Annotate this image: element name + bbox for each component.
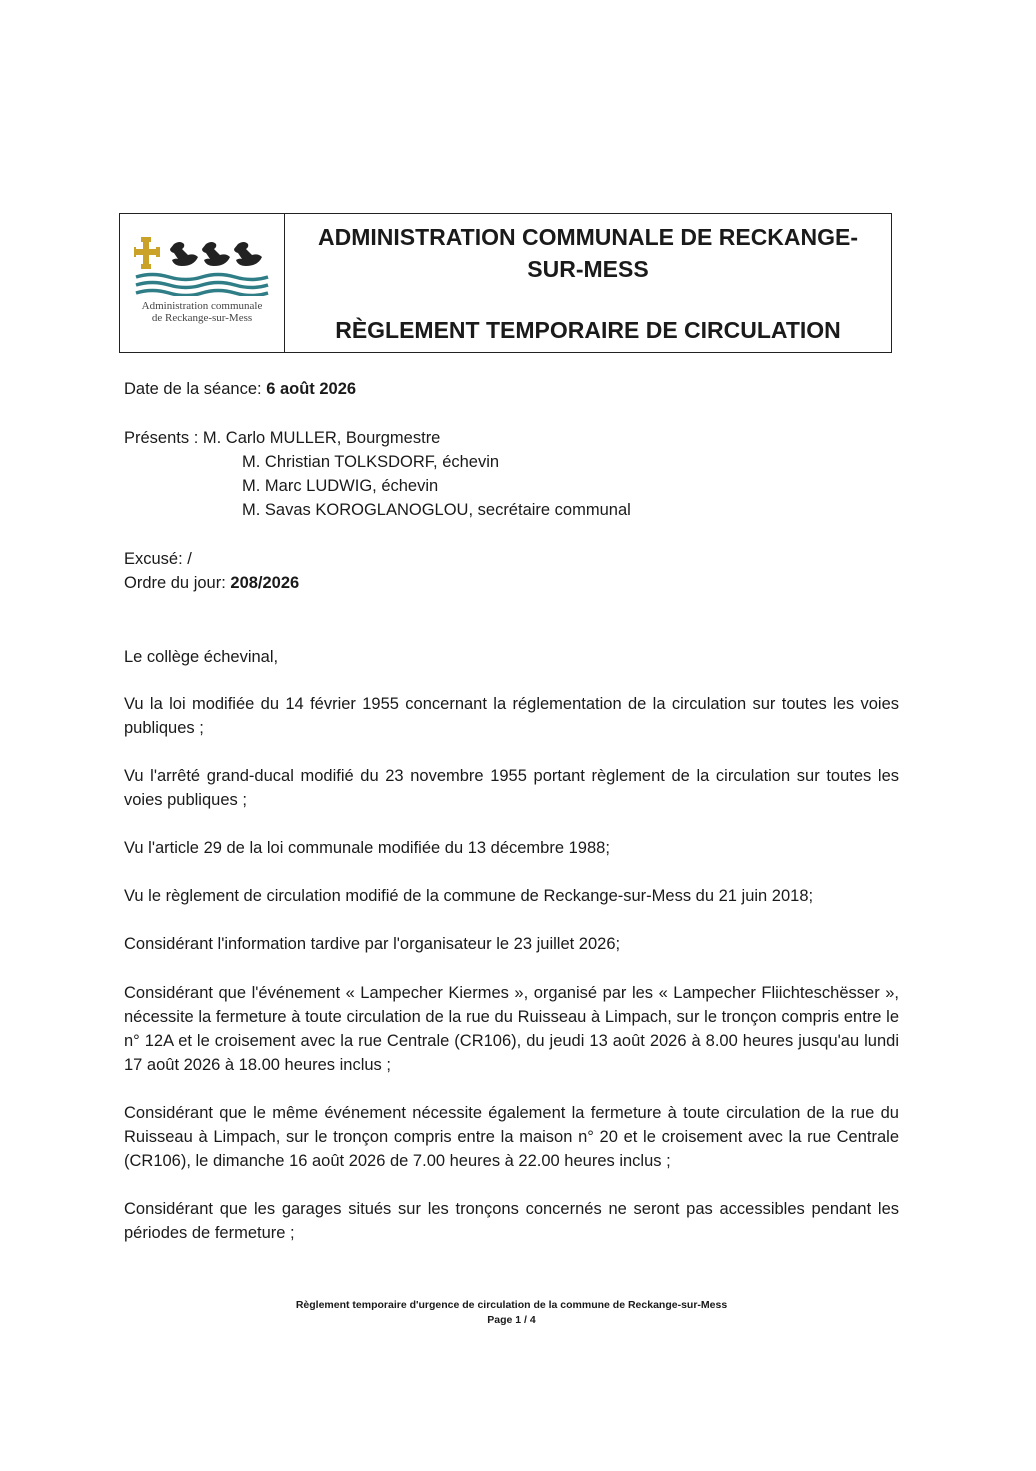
title-cell [285,214,891,352]
commune-logo [134,234,270,296]
excused: Excusé: / [124,550,192,568]
paragraph-reglement-2018: Vu le règlement de circulation modifié de la commune de Reckange-sur-Mess du 21 juin 2018; [124,887,814,905]
paragraph-law-1955: Vu la loi modifiée du 14 février 1955 concernant la réglementation de la circulation sur toutes les voies publiques ; [124,695,899,737]
agenda-value: 208/2026 [230,574,300,592]
logo-caption [120,300,284,324]
present-member: M. Marc LUDWIG, échevin [242,477,439,495]
page-number: Page 1 / 4 [487,1314,536,1326]
cross-icon [134,237,160,269]
logo-cell [120,214,285,352]
regulation-title: RÈGLEMENT TEMPORAIRE DE CIRCULATION [335,317,841,343]
agenda [124,571,899,595]
presents-first-line [124,426,899,450]
present-member: M. Savas KOROGLANOGLOU, secrétaire communal [242,501,631,519]
agenda-label: Ordre du jour: [124,574,231,592]
footer-title: Règlement temporaire d'urgence de circulation de la commune de Reckange-sur-Mess [295,1299,728,1311]
administration-title: ADMINISTRATION COMMUNALE DE RECKANGE-SUR-MESS [317,224,859,282]
present-member: M. Carlo MULLER, Bourgmestre [202,429,441,447]
session-date-label: Date de la séance: [124,380,267,398]
paragraph-information-tardive: Considérant l'information tardive par l'organisateur le 23 juillet 2026; [124,935,621,953]
presents-label: Présents : [124,429,203,447]
college-line: Le collège échevinal, [124,648,279,666]
document-header [119,213,892,353]
session-date [124,377,899,401]
paragraph-arrete-1955: Vu l'arrêté grand-ducal modifié du 23 novembre 1955 portant règlement de la circulation sur toutes les voies publiques ; [124,767,899,809]
paragraph-fermeture-dimanche: Considérant que le même événement nécessite également la fermeture à toute circulation de la rue du Ruisseau à Limpach, sur le tronçon compris entre la maison n° 20 et le croisement avec la rue Centrale (CR106), le dimanche 16 août 2026 de 7.00 heures à 22.00 heures inclus ; [124,1104,899,1170]
paragraph-article-29: Vu l'article 29 de la loi communale modifiée du 13 décembre 1988; [124,839,610,857]
paragraph-evenement-kiermes: Considérant que l'événement « Lampecher Kiermes », organisé par les « Lampecher Fliichteschësser », nécessite la fermeture à toute circulation de la rue du Ruisseau à Limpach, sur le tronçon compris entre le n° 12A et le croisement avec la rue Centrale (CR106), du jeudi 13 août 2026 à 8.00 heures jusqu'au lundi 17 août 2026 à 18.00 heures inclus ; [124,984,899,1074]
wave-icon [136,275,268,296]
paragraph-garages: Considérant que les garages situés sur les tronçons concernés ne seront pas accessibles pendant les périodes de fermeture ; [124,1200,899,1242]
present-member: M. Christian TOLKSDORF, échevin [242,453,500,471]
logo-caption-line1: Administration communale [141,300,263,312]
logo-caption-line2: de Reckange-sur-Mess [151,312,253,324]
duck-icon [170,242,262,266]
session-date-value: 6 août 2026 [266,380,357,398]
